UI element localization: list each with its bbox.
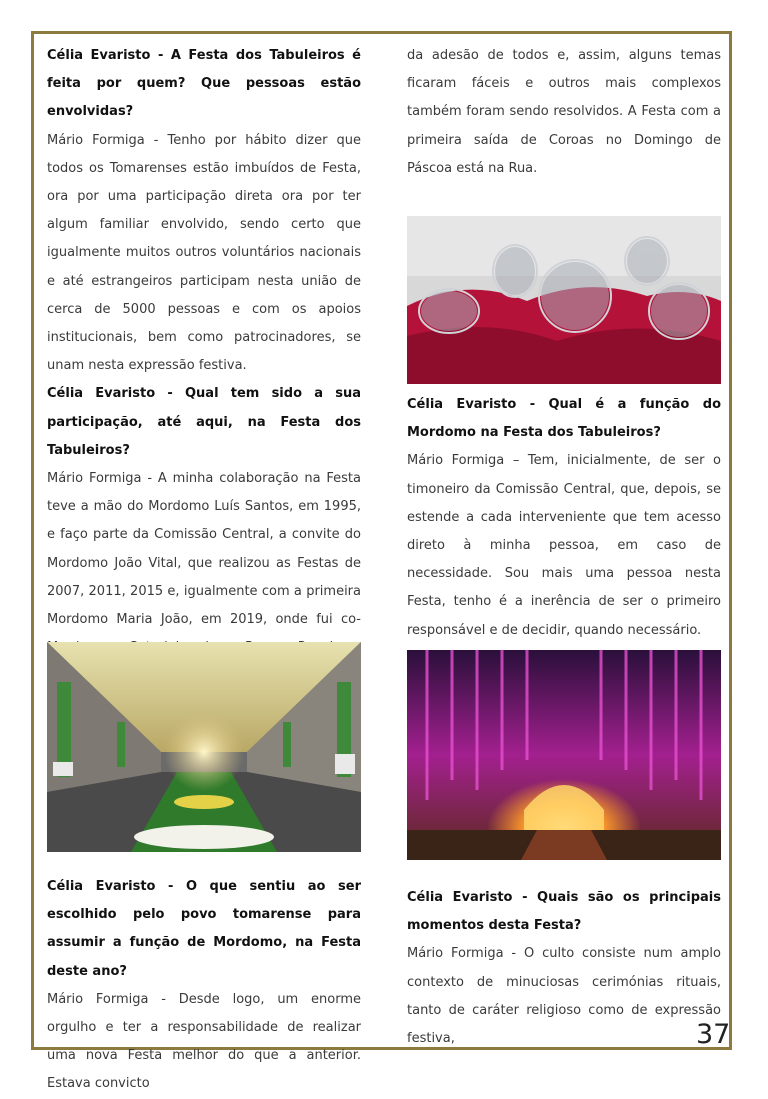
answer-participacao: Mário Formiga - A minha colaboração na Festa teve a mão do Mordomo Luís Santos, em 1995, e faço parte da Comissão Central, a convite do Mordomo João Vital, que realizou as Festas de 2007, 2011, 2015 e, igualmente com a primeira Mordomo Maria João, em 2019, onde fui co- — [47, 471, 361, 628]
question-festa-quem: Célia Evaristo - A Festa dos Tabuleiros é feita por quem? Que pessoas estão envolvidas? — [47, 48, 361, 120]
question-momentos: Célia Evaristo - Quais são os principais momentos desta Festa? — [407, 890, 721, 934]
right-column-bottom — [407, 884, 721, 1053]
answer-funcao-mordomo: Mário Formiga – Tem, inicialmente, de ser o timoneiro da Comissão Central, que, depois, se estende a cada interveniente que tem acesso direto à minha pessoa, em caso de necessidade. Sou mais uma pessoa nesta Festa, tenho é a inerência de ser o primeiro responsável e de decidir, quando necessário. — [407, 453, 721, 638]
answer-momentos: Mário Formiga - O culto consiste num amplo contexto de minuciosas cerimónias rituais, tanto de caráter religioso como de expressão festiva, — [407, 946, 721, 1047]
left-column-bottom — [47, 873, 361, 1099]
answer-escolhido: Mário Formiga - Desde logo, um enorme orgulho e ter a responsabilidade de realizar uma nova Festa melhor do que a anterior. Estava convicto — [47, 991, 361, 1092]
question-escolhido: Célia Evaristo - O que sentiu ao ser escolhido pelo povo tomarense para assumir a função de Mordomo, na Festa deste ano? — [47, 879, 361, 979]
question-participacao: Célia Evaristo - Qual tem sido a sua participação, até aqui, na Festa dos Tabuleiros? — [47, 386, 361, 458]
photo-flower-tunnel — [407, 650, 721, 860]
photo-crowns — [407, 216, 721, 384]
flower-tunnel-image — [407, 650, 721, 860]
question-funcao-mordomo: Célia Evaristo - Qual é a função do Mordomo na Festa dos Tabuleiros? — [407, 397, 721, 441]
page-number: 37 — [696, 1019, 731, 1050]
decorated-street-image — [47, 642, 361, 852]
right-column — [407, 42, 721, 183]
right-column-middle — [407, 391, 721, 645]
photo-decorated-street — [47, 642, 361, 852]
answer-festa-quem: Mário Formiga - Tenho por hábito dizer que todos os Tomarenses estão imbuídos de Festa, ora por uma participação direta ora por ter algum familiar envolvido, sendo certo que igualmente muitos outros voluntários nacionais e até estrangeiros participam nesta união de cerca de 5000 pessoas e com os apoios institucionais, bem como patrocinadores, se unam nesta expressão festiva. — [47, 132, 361, 374]
crowns-image — [407, 216, 721, 384]
left-column — [47, 42, 361, 691]
answer-continuation: da adesão de todos e, assim, alguns temas ficaram fáceis e outros mais complexos também foram sendo resolvidos. A Festa com a primeira saída de Coroas no Domingo de Páscoa está na Rua. — [407, 48, 721, 176]
